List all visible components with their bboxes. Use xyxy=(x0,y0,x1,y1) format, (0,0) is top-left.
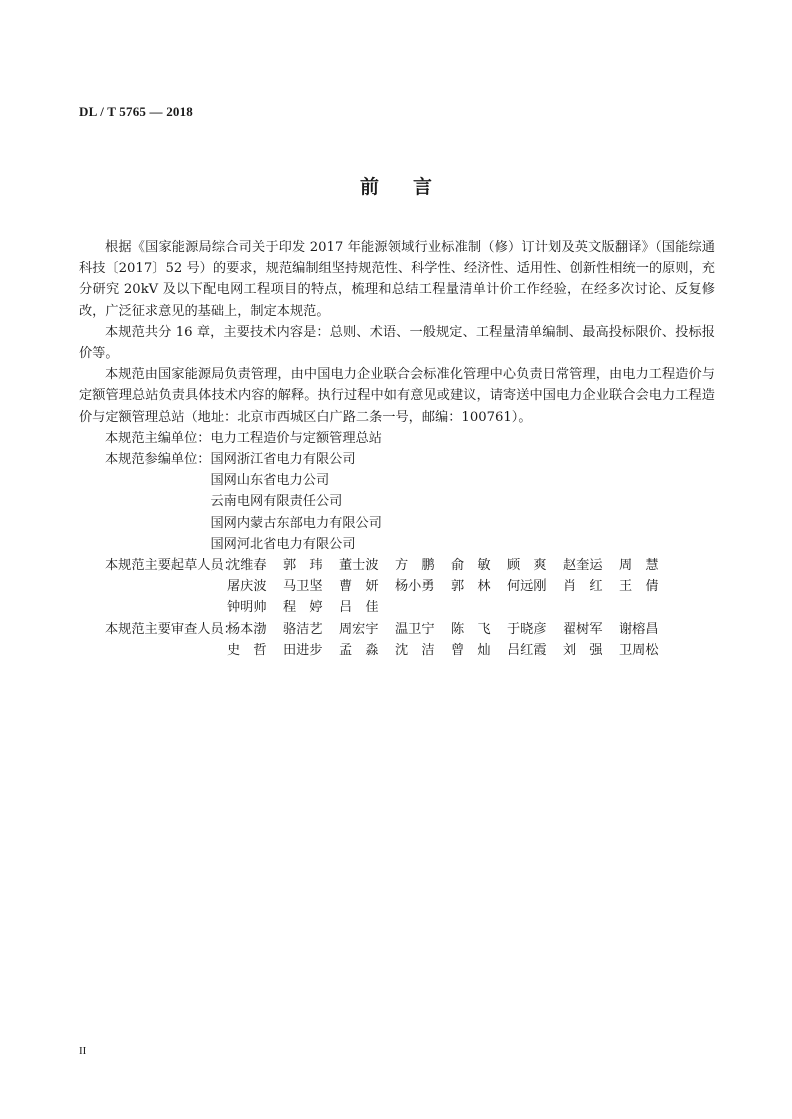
reviewers-block xyxy=(79,619,715,661)
drafters-label: 本规范主要起草人员： xyxy=(105,558,237,574)
drafter-name: 赵奎运 xyxy=(563,558,603,574)
drafter-name: 马卫坚 xyxy=(283,579,323,595)
reviewer-name: 田进步 xyxy=(283,642,323,658)
drafter-name: 郭 玮 xyxy=(283,558,323,574)
reviewer-name: 孟 淼 xyxy=(339,642,379,658)
drafter-name: 王 倩 xyxy=(619,579,659,595)
reviewer-name: 沈 洁 xyxy=(395,642,435,658)
reviewer-name: 温卫宁 xyxy=(395,621,435,637)
drafter-name: 屠庆波 xyxy=(227,579,267,595)
drafter-name: 俞 敏 xyxy=(451,558,491,574)
participating-label: 本规范参编单位： xyxy=(105,452,211,468)
reviewer-name: 谢榕昌 xyxy=(619,621,659,637)
participating-unit: 国网河北省电力有限公司 xyxy=(210,536,356,552)
reviewer-name: 杨本渤 xyxy=(227,621,267,637)
participating-unit: 国网山东省电力公司 xyxy=(210,473,330,489)
drafter-name: 郭 林 xyxy=(451,579,491,595)
drafter-name: 沈维春 xyxy=(227,558,267,574)
reviewer-name: 骆洁艺 xyxy=(283,621,323,637)
reviewer-name: 于晓彦 xyxy=(507,621,547,637)
reviewer-name: 翟树军 xyxy=(563,621,603,637)
paragraph-3: 本规范由国家能源局负责管理，由中国电力企业联合会标准化管理中心负责日常管理，由电力工程造价与定额管理总站负责具体技术内容的解释。执行过程中如有意见或建议，请寄送中国电力企业联合会电力工程造价与定额管理总站（地址：北京市西城区白广路二条一号，邮编：100761）。 xyxy=(79,367,715,425)
drafters-block xyxy=(79,555,715,619)
drafter-name: 董士波 xyxy=(339,558,379,574)
reviewer-name: 卫周松 xyxy=(619,642,659,658)
paragraph-2: 本规范共分 16 章，主要技术内容是：总则、术语、一般规定、工程量清单编制、最高投标限价、投标报价等。 xyxy=(79,324,715,362)
drafter-name: 曹 妍 xyxy=(339,579,379,595)
drafter-name: 周 慧 xyxy=(619,558,659,574)
page-number: II xyxy=(79,1045,87,1057)
reviewer-name: 吕红霞 xyxy=(507,642,547,658)
chief-editor-row xyxy=(79,428,715,449)
participating-unit: 国网浙江省电力有限公司 xyxy=(210,452,356,468)
drafter-name: 方 鹏 xyxy=(395,558,435,574)
paragraph-1: 根据《国家能源局综合司关于印发 2017 年能源领域行业标准制（修）订计划及英文版翻译》（国能综通科技〔2017〕52 号）的要求，规范编制组坚持规范性、科学性、经济性、适用性、创新性相统一的原则，充分研究 20kV 及以下配电网工程项目的特点，梳理和总结工程量清单计价工作经验，在经多次讨论、反复修改，广泛征求意见的基础上，制定本规范。 xyxy=(79,240,715,319)
document-code: DL / T 5765 — 2018 xyxy=(79,104,194,119)
page-title: 前言 xyxy=(359,176,466,198)
reviewer-name: 周宏宇 xyxy=(339,621,379,637)
reviewers-names xyxy=(227,619,675,661)
reviewer-name: 陈 飞 xyxy=(451,621,491,637)
reviewer-name: 曾 灿 xyxy=(451,642,491,658)
preface-content xyxy=(79,237,715,661)
reviewer-name: 刘 强 xyxy=(563,642,603,658)
drafter-name: 吕 佳 xyxy=(339,600,379,616)
reviewers-label: 本规范主要审查人员： xyxy=(105,621,237,637)
drafter-name: 杨小勇 xyxy=(395,579,435,595)
participating-units-row xyxy=(79,449,715,555)
chief-editor-unit: 电力工程造价与定额管理总站 xyxy=(210,430,382,446)
chief-editor-label: 本规范主编单位： xyxy=(105,430,211,446)
drafters-names xyxy=(227,555,675,619)
drafter-name: 顾 爽 xyxy=(507,558,547,574)
reviewer-name: 史 哲 xyxy=(227,642,267,658)
participating-unit: 国网内蒙古东部电力有限公司 xyxy=(210,515,382,531)
drafter-name: 程 婷 xyxy=(283,600,323,616)
drafter-name: 钟明帅 xyxy=(227,600,267,616)
participating-units-list xyxy=(211,449,382,555)
drafter-name: 何远刚 xyxy=(507,579,547,595)
participating-unit: 云南电网有限责任公司 xyxy=(210,494,343,510)
drafter-name: 肖 红 xyxy=(563,579,603,595)
